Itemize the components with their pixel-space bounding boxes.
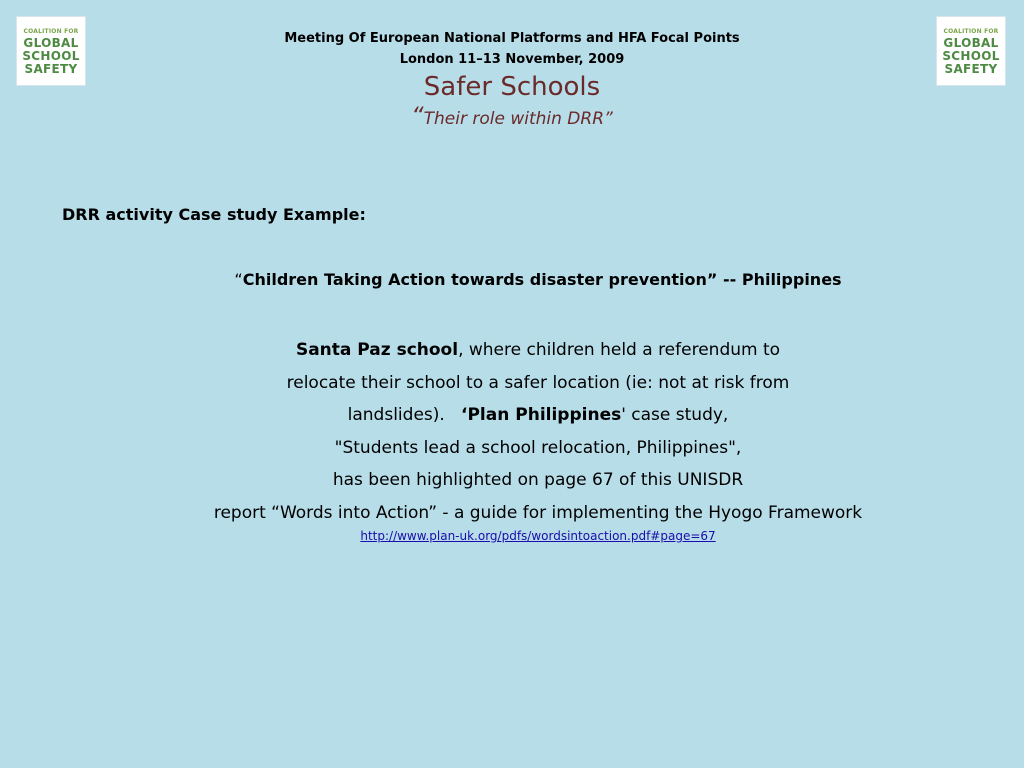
case-study-title	[0, 270, 1024, 289]
slide-subtitle	[0, 104, 1024, 131]
subtitle-open-quote: “	[411, 102, 424, 130]
body-line-3-end: ' case study,	[621, 405, 729, 425]
logo-word-global: GLOBAL	[943, 36, 999, 50]
case-study-body	[0, 334, 1024, 529]
logo-word-global: GLOBAL	[23, 36, 79, 50]
slide-header	[0, 28, 1024, 131]
body-line-5: has been highlighted on page 67 of this UNISDR	[332, 470, 744, 490]
body-line-1-rest: , where children held a referendum to	[458, 340, 781, 360]
report-link[interactable]: http://www.plan-uk.org/pdfs/wordsintoaction.pdf#page=67	[360, 529, 716, 543]
body-line-6: report “Words into Action” - a guide for implementing the Hyogo Framework	[213, 502, 863, 523]
body-line-4: "Students lead a school relocation, Philippines",	[334, 437, 742, 458]
slide-title: Safer Schools	[423, 72, 601, 102]
logo-coalition-text: COALITION FOR	[23, 28, 79, 35]
logo-word-safety: SAFETY	[944, 62, 998, 76]
body-line-2: relocate their school to a safer location (ie: not at risk from	[286, 372, 790, 393]
body-line-1	[0, 334, 1024, 367]
logo-word-school: SCHOOL	[22, 49, 80, 63]
subtitle-text: Their role within DRR”	[423, 109, 613, 129]
logo-word-school: SCHOOL	[942, 49, 1000, 63]
logo-coalition-text: COALITION FOR	[943, 28, 999, 35]
case-study-heading: DRR activity Case study Example:	[62, 205, 366, 224]
logo-word-safety: SAFETY	[24, 62, 78, 76]
case-title-text: Children Taking Action towards disaster prevention” -- Philippines	[242, 270, 842, 289]
body-line-3	[0, 399, 1024, 432]
body-line-3-start: landslides).	[347, 405, 462, 425]
case-title-open-quote: “	[234, 270, 243, 289]
school-name: Santa Paz school	[295, 340, 459, 360]
plan-name: ‘Plan Philippines	[461, 405, 622, 425]
meeting-dates: London 11–13 November, 2009	[399, 52, 625, 67]
meeting-title: Meeting Of European National Platforms and HFA Focal Points	[284, 31, 740, 46]
